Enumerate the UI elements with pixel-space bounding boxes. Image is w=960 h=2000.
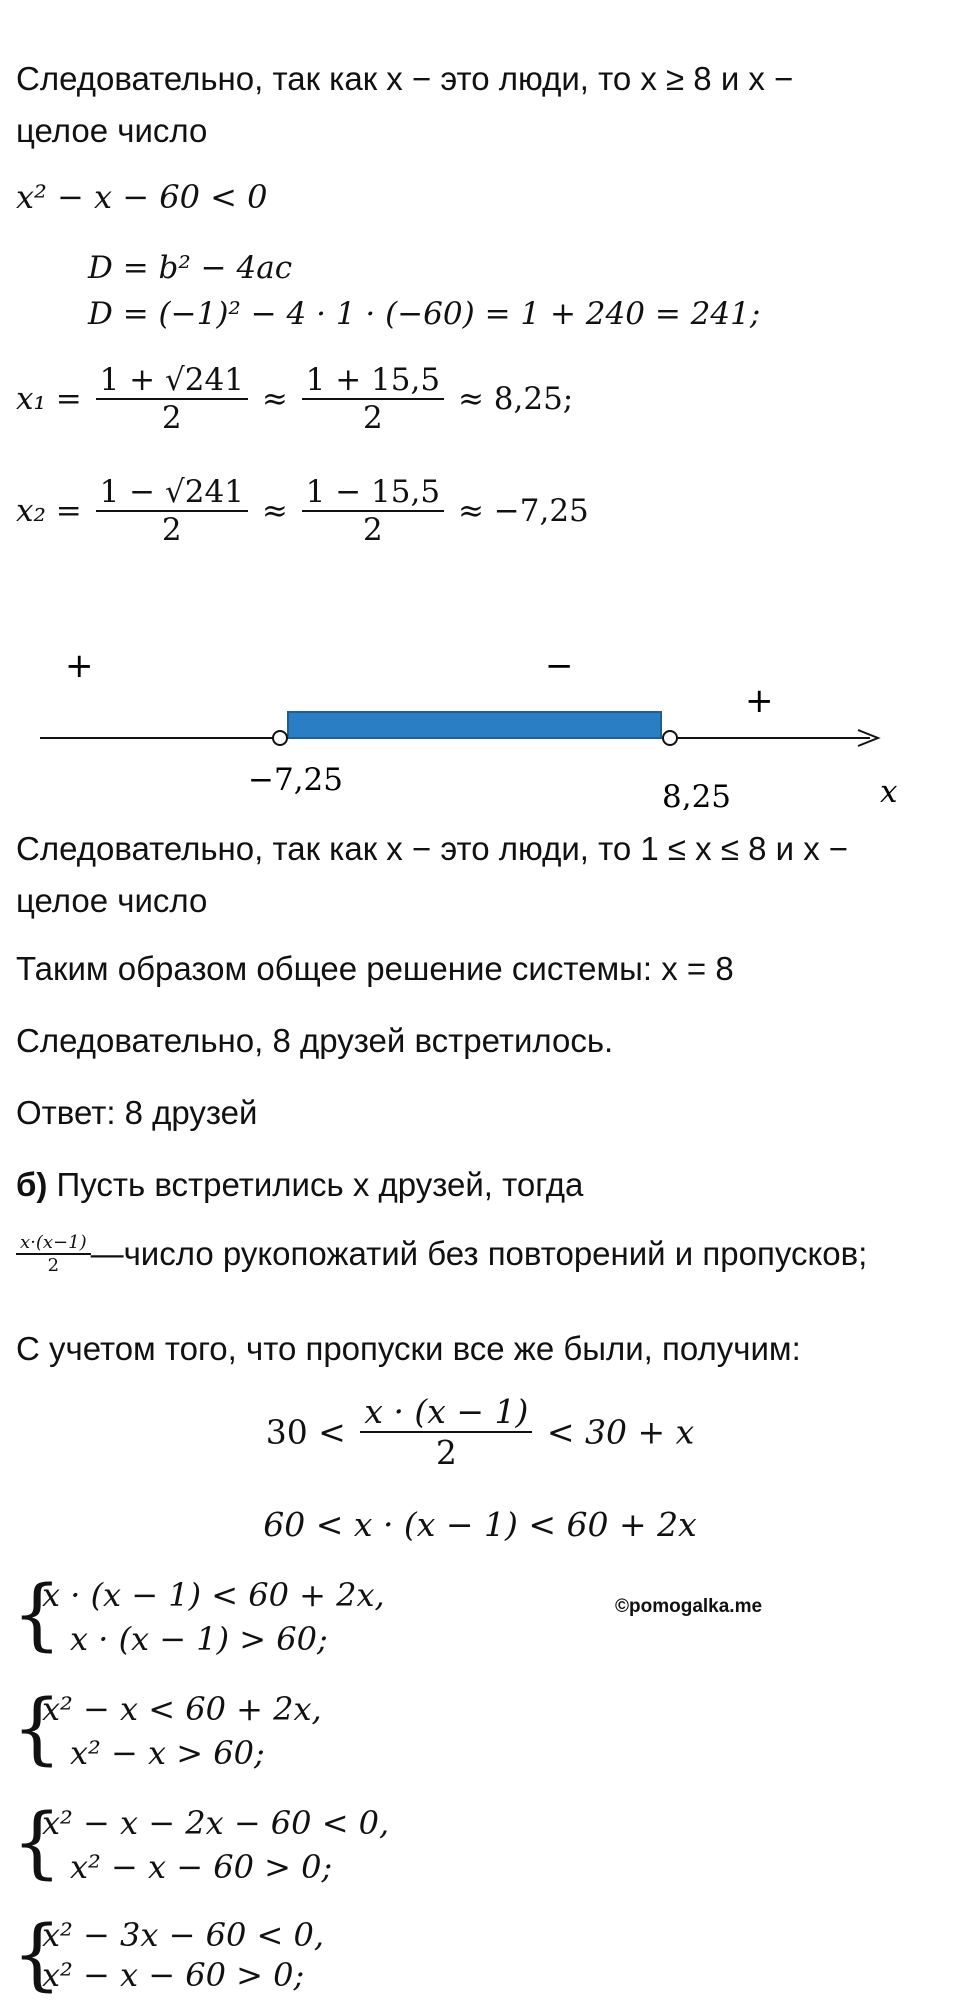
general-solution: Таким образом общее решение системы: x = 8: [16, 950, 734, 987]
ineq-denominator: 2: [435, 1433, 457, 1472]
paragraph-2-line-2: целое число: [16, 882, 208, 919]
part-b-line-3: С учетом того, что пропуски все же были, получим:: [16, 1330, 801, 1367]
ineq-right: < 30 + x: [546, 1412, 695, 1452]
root-x2-denominator: 2: [161, 512, 182, 548]
paragraph-1-line-1: Следовательно, так как x − это люди, то x ≥ 8 и x −: [16, 60, 794, 97]
answer: Ответ: 8 друзей: [16, 1094, 258, 1131]
discriminant-calc: D = (−1)² − 4 · 1 · (−60) = 1 + 240 = 241;: [88, 296, 761, 332]
axis-label: x: [880, 774, 898, 810]
root-x1-numerator-2: 1 + 15,5: [302, 362, 444, 400]
system-2-line-1: x² − x < 60 + 2x,: [42, 1690, 322, 1728]
root-x2-label: x₂ =: [16, 493, 82, 529]
system-brace: {: [12, 1910, 62, 2000]
system-4-line-1: x² − 3x − 60 < 0,: [42, 1916, 324, 1954]
part-b-intro: [16, 1166, 583, 1204]
handshake-fraction: [16, 1232, 91, 1276]
handshake-numerator: x·(x−1): [16, 1232, 91, 1255]
root-x2-denominator-2: 2: [363, 512, 383, 548]
root-x2-result: ≈ −7,25: [457, 493, 589, 529]
system-brace: {: [12, 1570, 62, 1660]
left-open-point: [273, 731, 287, 745]
double-inequality: [0, 1392, 960, 1472]
sign-plus-right: +: [745, 681, 774, 721]
root-x2: [16, 474, 589, 548]
double-inequality-2: 60 < x · (x − 1) < 60 + 2x: [263, 1505, 697, 1544]
root-x1-fraction-2: [302, 362, 444, 436]
system-3-line-2: x² − x − 60 > 0;: [70, 1848, 333, 1886]
root-x1-result: ≈ 8,25;: [457, 381, 574, 417]
root-x1-denominator-2: 2: [363, 400, 383, 436]
inequality-1: x² − x − 60 < 0: [16, 178, 268, 216]
approx-sign-2: ≈: [261, 493, 288, 529]
root-x1-fraction: [96, 362, 248, 436]
handshake-line: [16, 1232, 867, 1276]
sign-plus-left: +: [65, 646, 94, 686]
left-point-label: −7,25: [248, 762, 343, 798]
system-2-line-2: x² − x > 60;: [70, 1734, 265, 1772]
handshake-text: —число рукопожатий без повторений и пропусков;: [90, 1235, 868, 1272]
interval-fill: [288, 712, 661, 738]
system-4-line-2: x² − x − 60 > 0;: [42, 1956, 305, 1994]
sign-minus-middle: −: [545, 646, 574, 686]
system-3-line-1: x² − x − 2x − 60 < 0,: [42, 1804, 390, 1842]
root-x1: [16, 362, 573, 436]
right-point-label: 8,25: [662, 779, 732, 810]
ineq-numerator: x · (x − 1): [360, 1392, 532, 1433]
system-brace: {: [12, 1684, 62, 1774]
ineq-left: 30 <: [265, 1412, 346, 1452]
right-open-point: [663, 731, 677, 745]
part-b-label: б): [16, 1166, 48, 1203]
watermark: ©pomogalka.me: [615, 1596, 763, 1617]
root-x2-fraction: [96, 474, 248, 548]
ineq-fraction: [360, 1392, 532, 1472]
paragraph-2-line-1: Следовательно, так как x − это люди, то 1 ≤ x ≤ 8 и x −: [16, 830, 849, 867]
number-line-diagram: [0, 640, 960, 810]
system-brace: {: [12, 1798, 62, 1888]
root-x2-fraction-2: [302, 474, 444, 548]
system-1-line-2: x · (x − 1) > 60;: [70, 1620, 328, 1658]
root-x1-denominator: 2: [161, 400, 182, 436]
root-x1-label: x₁ =: [16, 381, 82, 417]
paragraph-1-line-2: целое число: [16, 112, 208, 149]
approx-sign: ≈: [261, 381, 288, 417]
conclusion: Следовательно, 8 друзей встретилось.: [16, 1022, 614, 1059]
handshake-denominator: 2: [47, 1255, 60, 1276]
discriminant-formula: D = b² − 4ac: [88, 250, 293, 286]
system-1-line-1: x · (x − 1) < 60 + 2x,: [42, 1576, 385, 1614]
root-x2-numerator-2: 1 − 15,5: [302, 474, 444, 512]
root-x2-numerator: 1 − √241: [96, 474, 248, 512]
root-x1-numerator: 1 + √241: [96, 362, 248, 400]
part-b-text: Пусть встретились x друзей, тогда: [47, 1166, 584, 1203]
